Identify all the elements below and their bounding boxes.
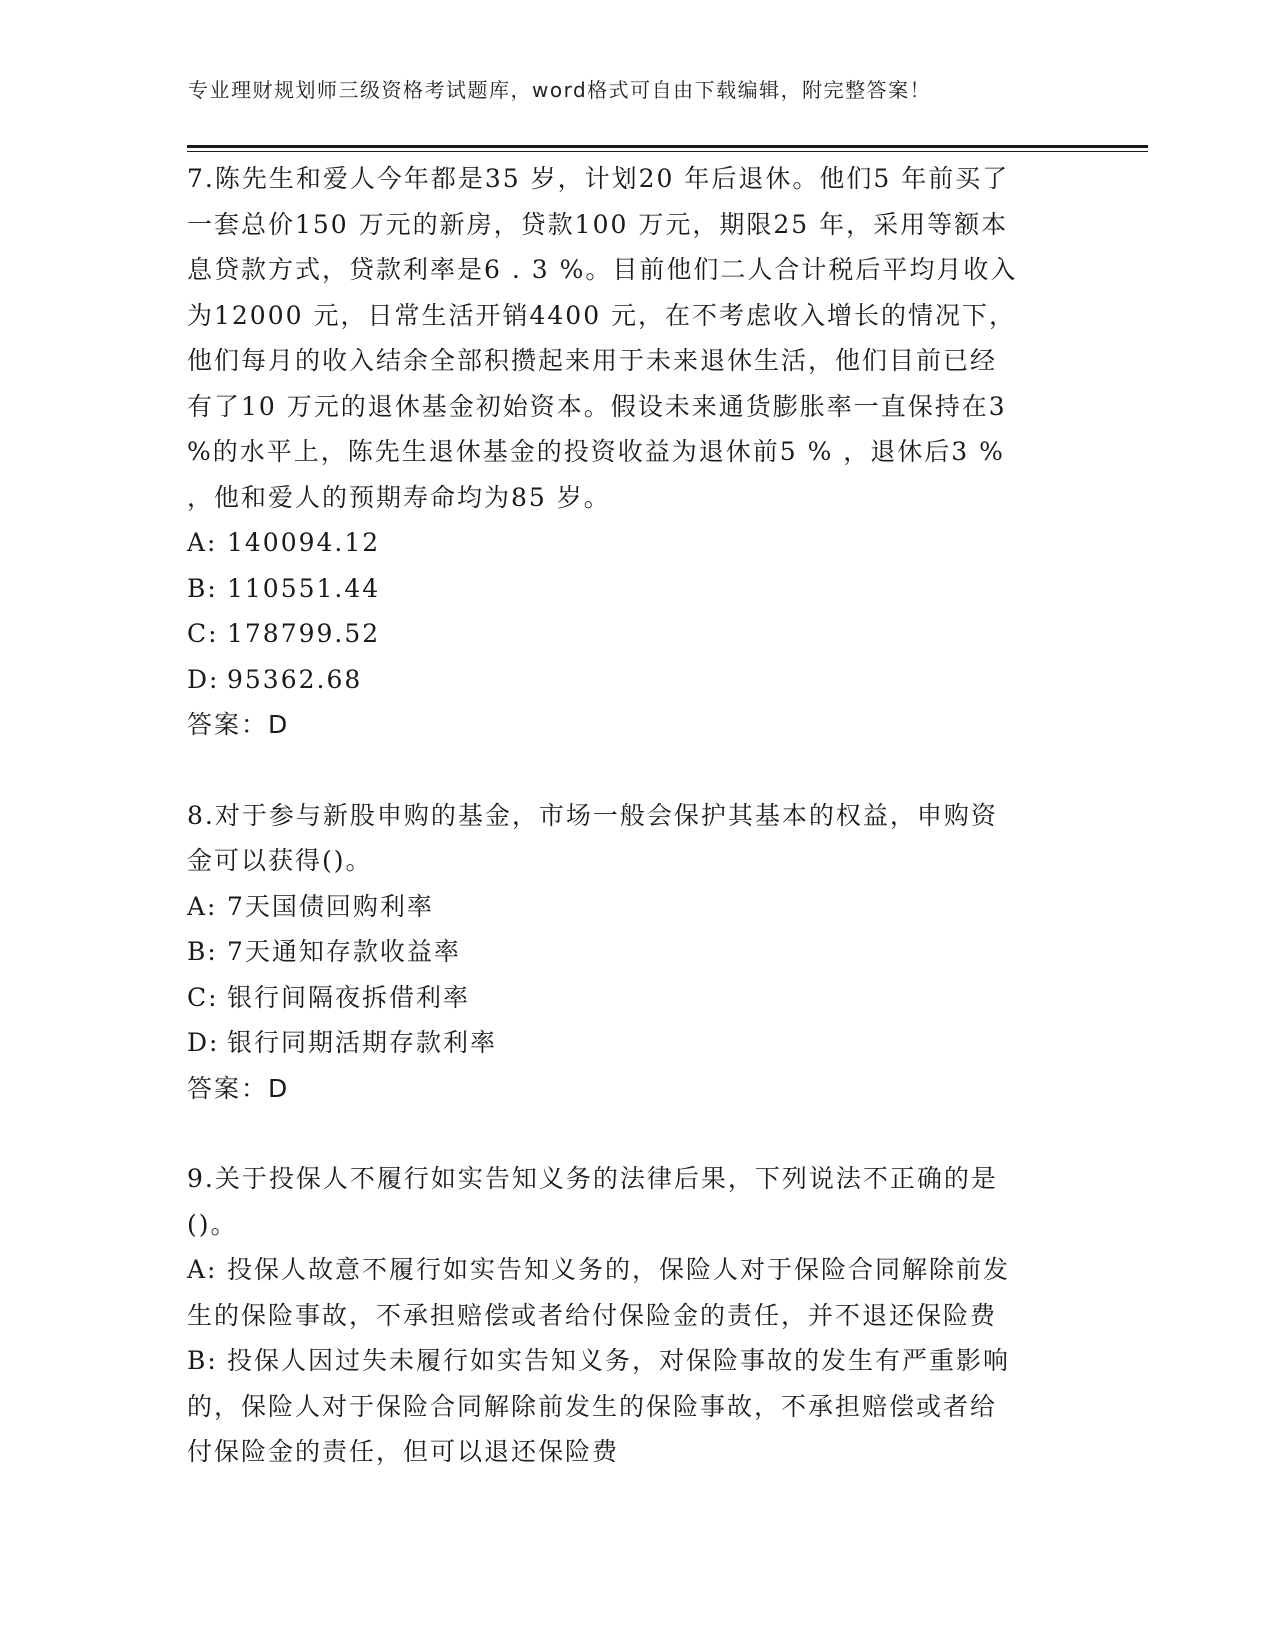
stem-line: ()。 xyxy=(187,1209,238,1239)
option-key: B: xyxy=(187,573,218,603)
stem-line: 息贷款方式，贷款利率是6 . 3 %。目前他们二人合计税后平均月收入 xyxy=(187,255,1018,284)
option-line: 的，保险人对于保险合同解除前发生的保险事故，不承担赔偿或者给 xyxy=(187,1391,998,1421)
option-d xyxy=(187,1020,1087,1066)
option-b xyxy=(187,566,1087,612)
stem-line: 9.关于投保人不履行如实告知义务的法律后果，下列说法不正确的是 xyxy=(187,1164,998,1193)
option-c xyxy=(187,611,1087,657)
option-text: 投保人因过失未履行如实告知义务，对保险事故的发生有严重影响 xyxy=(227,1346,1011,1375)
question-9 xyxy=(187,1156,1087,1475)
option-text: 140094.12 xyxy=(227,528,381,557)
option-c xyxy=(187,975,1087,1021)
question-7 xyxy=(187,156,1087,748)
option-a xyxy=(187,1247,1087,1338)
spacer xyxy=(187,1111,1087,1156)
stem-line: 7.陈先生和爱人今年都是35 岁，计划20 年后退休。他们5 年前买了 xyxy=(187,164,1010,193)
question-stem xyxy=(187,1156,1087,1247)
option-key: B: xyxy=(187,1346,218,1375)
option-key: D: xyxy=(187,1028,220,1057)
option-text: 银行同期活期存款利率 xyxy=(227,1028,498,1057)
option-line xyxy=(187,1247,1087,1293)
header-rule-thin xyxy=(187,151,1148,152)
option-key: C: xyxy=(187,982,219,1012)
stem-line: %的水平上，陈先生退休基金的投资收益为退休前5 % ，退休后3 % xyxy=(187,437,1005,466)
option-text: 7天通知存款收益率 xyxy=(227,937,461,966)
question-list xyxy=(187,156,1087,1475)
stem-line: 8.对于参与新股申购的基金，市场一般会保护其基本的权益，申购资 xyxy=(187,800,998,830)
option-a xyxy=(187,884,1087,930)
question-8 xyxy=(187,793,1087,1112)
option-text: 银行间隔夜拆借利率 xyxy=(227,982,471,1012)
stem-line: 为12000 元，日常生活开销4400 元，在不考虑收入增长的情况下， xyxy=(187,300,1017,330)
option-line xyxy=(187,1338,1087,1384)
option-text: 投保人故意不履行如实告知义务的，保险人对于保险合同解除前发 xyxy=(227,1255,1011,1284)
stem-line: 他们每月的收入结余全部积攒起来用于未来退休生活，他们目前已经 xyxy=(187,346,998,375)
question-stem xyxy=(187,156,1087,520)
option-b xyxy=(187,929,1087,975)
answer-line: 答案：D xyxy=(187,710,290,739)
option-text: 110551.44 xyxy=(227,573,381,603)
option-key: C: xyxy=(187,619,219,648)
option-key: A: xyxy=(187,1255,218,1284)
option-d xyxy=(187,657,1087,703)
option-text: 95362.68 xyxy=(227,664,363,694)
stem-line: 一套总价150 万元的新房，贷款100 万元，期限25 年，采用等额本 xyxy=(187,209,1009,239)
stem-line: 金可以获得()。 xyxy=(187,846,373,875)
answer-line: 答案：D xyxy=(187,1073,290,1103)
option-key: A: xyxy=(187,891,218,921)
stem-line: 有了10 万元的退休基金初始资本。假设未来通货膨胀率一直保持在3 xyxy=(187,391,1007,421)
option-line: 生的保险事故，不承担赔偿或者给付保险金的责任，并不退还保险费 xyxy=(187,1300,998,1330)
option-a xyxy=(187,520,1087,566)
option-key: B: xyxy=(187,937,218,966)
question-stem xyxy=(187,793,1087,884)
option-text: 178799.52 xyxy=(227,619,381,648)
page-header: 专业理财规划师三级资格考试题库，word格式可自由下载编辑，附完整答案！ xyxy=(188,78,932,102)
header-rule-thick xyxy=(187,145,1148,148)
spacer xyxy=(187,748,1087,793)
option-line: 付保险金的责任，但可以退还保险费 xyxy=(187,1437,620,1466)
stem-line: ，他和爱人的预期寿命均为85 岁。 xyxy=(187,482,611,512)
option-key: A: xyxy=(187,528,218,557)
option-text: 7天国债回购利率 xyxy=(227,891,434,921)
option-b xyxy=(187,1338,1087,1475)
option-key: D: xyxy=(187,664,220,694)
